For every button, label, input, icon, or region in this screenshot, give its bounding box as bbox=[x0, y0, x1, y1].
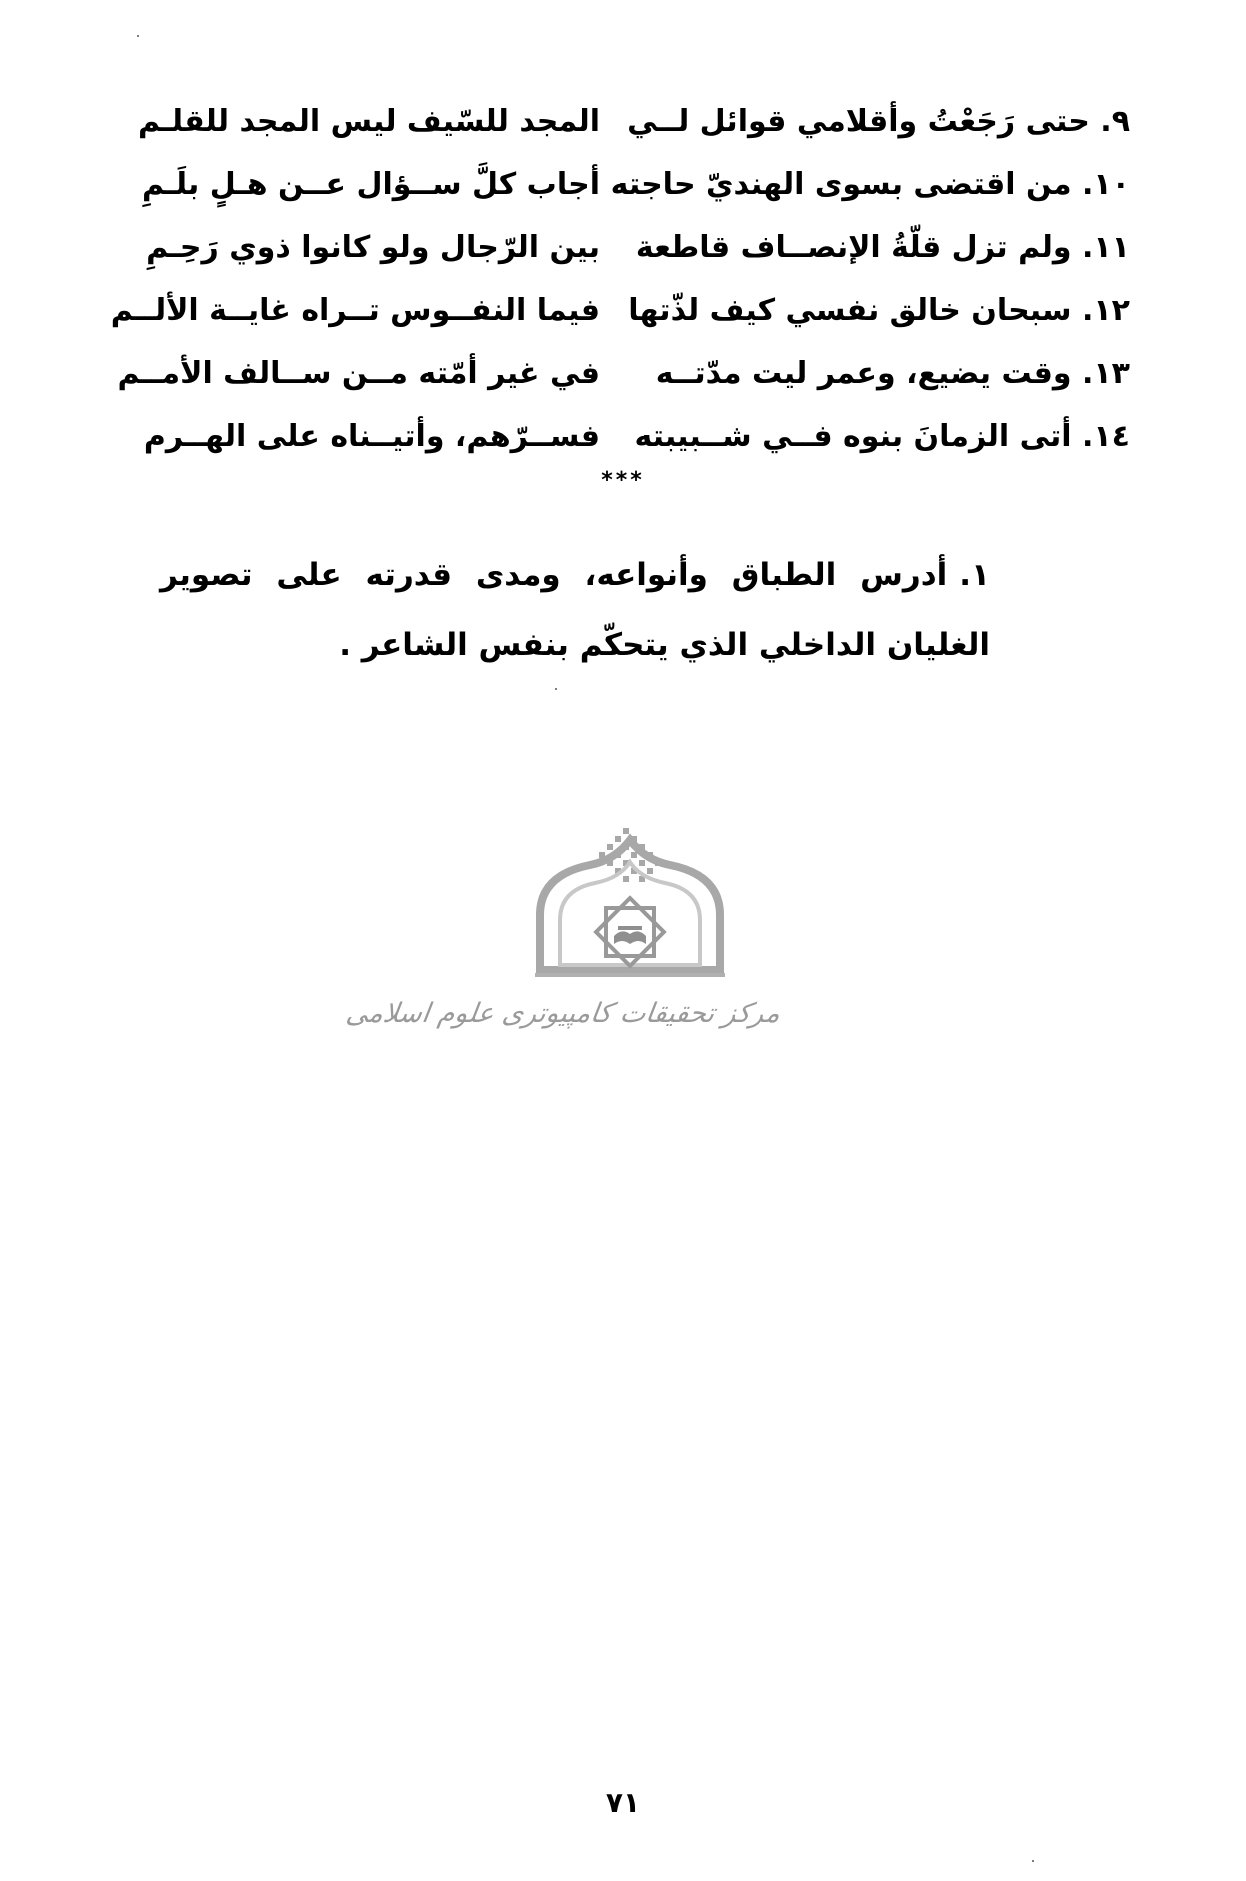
verse-row bbox=[137, 90, 1130, 153]
scan-speck bbox=[137, 35, 139, 37]
scan-speck bbox=[555, 688, 557, 690]
exercise-number: ١. bbox=[959, 557, 990, 593]
verse-second-hemistich: فســرّهم، وأتيــناه على الهــرم bbox=[143, 419, 600, 454]
verse-first-hemistich: ١٣. وقت يضيع، وعمر ليت مدّتــه bbox=[655, 356, 1130, 391]
verse-row bbox=[143, 405, 1130, 468]
poem-block bbox=[110, 90, 1130, 468]
verse-second-hemistich: المجد للسّيف ليس المجد للقلـم bbox=[137, 104, 600, 139]
verse-row bbox=[141, 153, 1130, 216]
verse-second-hemistich: بين الرّجال ولو كانوا ذوي رَحِـمِ bbox=[146, 230, 600, 265]
watermark-logo bbox=[344, 820, 783, 1080]
verse-first-hemistich: ٩. حتى رَجَعْتُ وأقلامي قوائل لــي bbox=[627, 104, 1130, 139]
verse-row bbox=[117, 342, 1130, 405]
exercise-item bbox=[160, 540, 990, 680]
watermark-caption: مرکز تحقیقات کامپیوتری علوم اسلامی bbox=[344, 998, 783, 1029]
verse-row bbox=[146, 216, 1130, 279]
exercise-text: أدرس الطباق وأنواعه، ومدى قدرته على تصوير الغليان الداخلي الذي يتحكّم بنفس الشاعر . bbox=[160, 557, 990, 663]
verse-first-hemistich: ١١. ولم تزل قلّةُ الإنصــاف قاطعة bbox=[635, 230, 1130, 265]
scan-speck bbox=[1032, 1860, 1034, 1862]
verse-first-hemistich: ١٤. أتى الزمانَ بنوه فــي شــبيبته bbox=[634, 419, 1130, 454]
verse-first-hemistich: ١٢. سبحان خالق نفسي كيف لذّتها bbox=[628, 293, 1130, 328]
institution-logo-icon bbox=[344, 820, 783, 1080]
verse-second-hemistich: أجاب كلَّ ســؤال عــن هـلٍ بلَـمِ bbox=[141, 167, 600, 202]
verse-second-hemistich: في غير أمّته مــن ســالف الأمــم bbox=[117, 356, 600, 391]
verse-first-hemistich: ١٠. من اقتضى بسوى الهنديّ حاجته bbox=[610, 167, 1130, 202]
section-separator: *** bbox=[601, 468, 645, 493]
page-number: ٧١ bbox=[605, 1786, 641, 1819]
verse-second-hemistich: فيما النفــوس تــراه غايــة الألــم bbox=[110, 293, 600, 328]
verse-row bbox=[110, 279, 1130, 342]
